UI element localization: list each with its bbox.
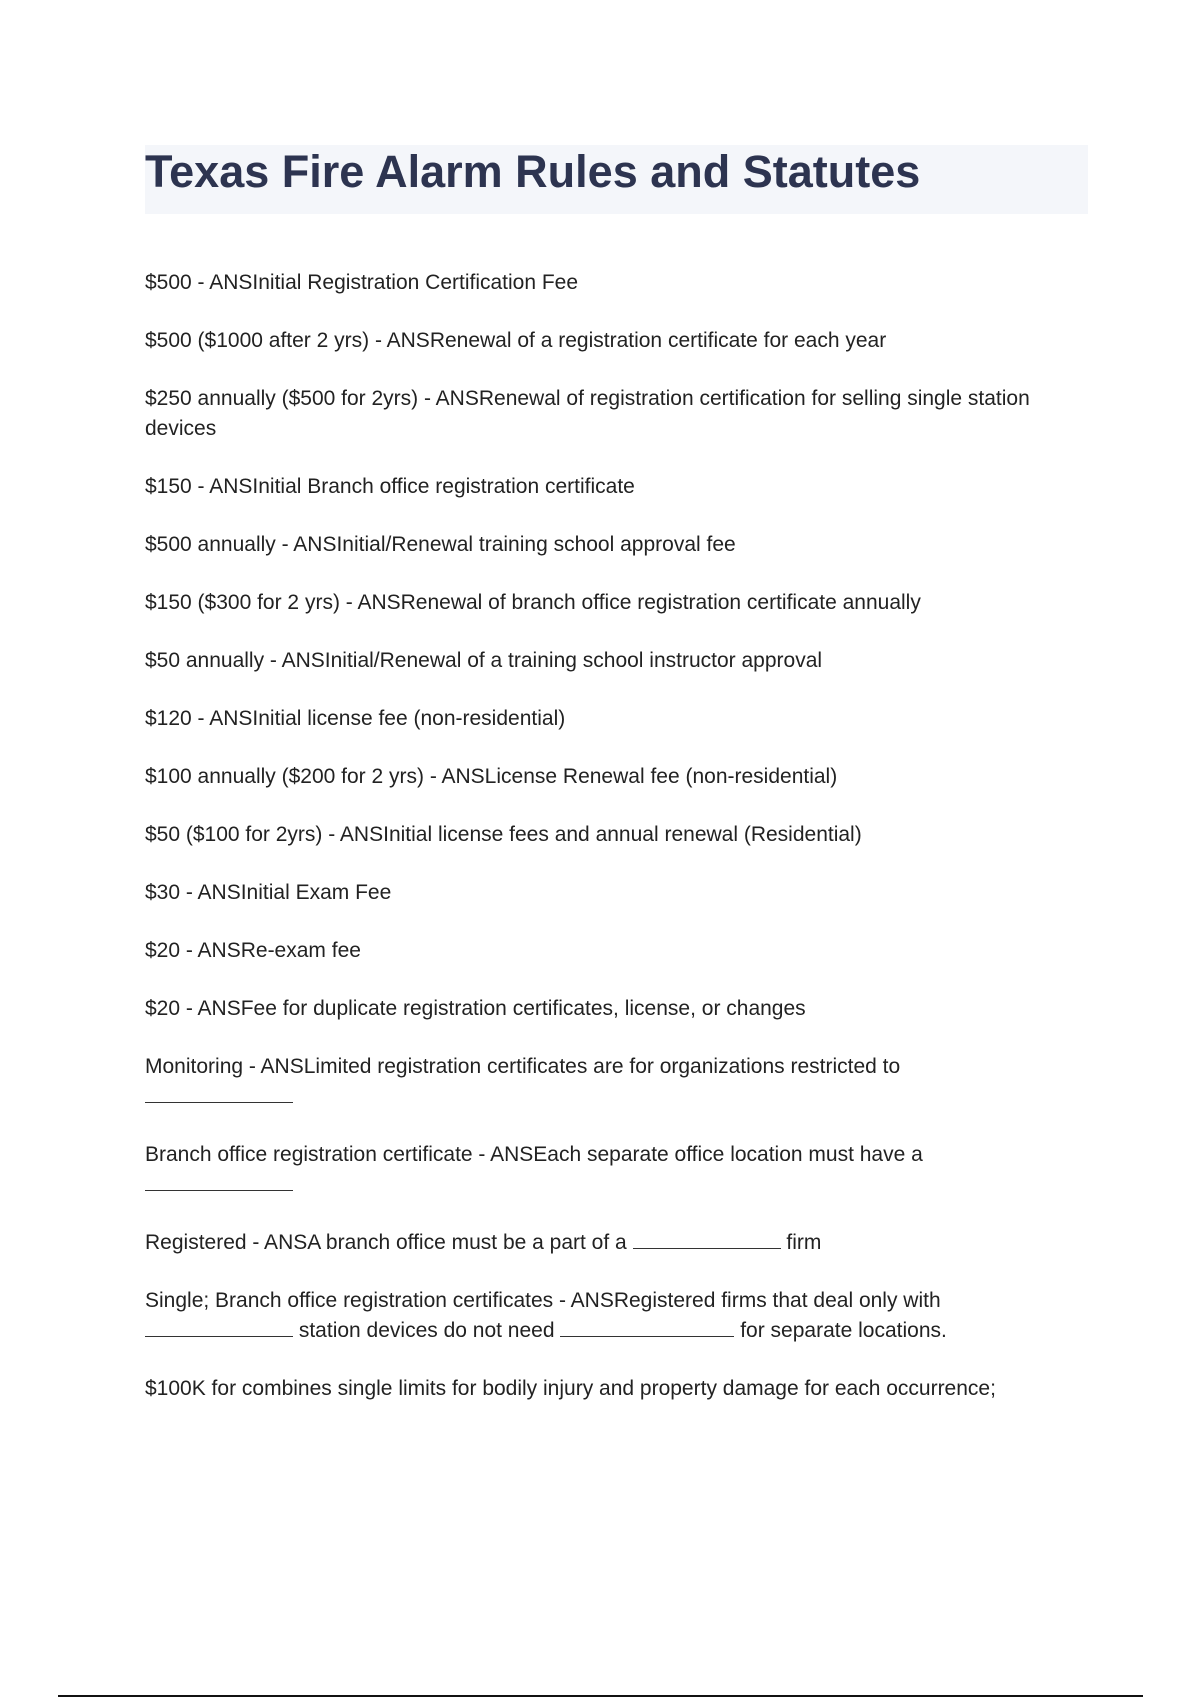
fill-in-blank [145,1172,293,1191]
flashcard-entry: $50 annually - ANSInitial/Renewal of a training school instructor approval [145,649,823,672]
entry-text: for separate locations. [740,1319,947,1342]
entry-text: firm [786,1231,822,1254]
flashcard-entry: $100 annually ($200 for 2 yrs) - ANSLicense Renewal fee (non-residential) [145,765,838,788]
flashcard-entry-single [145,1286,1088,1346]
flashcard-entry-monitoring [145,1052,1088,1112]
flashcard-entry: $20 - ANSRe-exam fee [145,939,361,962]
flashcard-entry: $150 - ANSInitial Branch office registration certificate [145,475,635,498]
flashcard-entry: $150 ($300 for 2 yrs) - ANSRenewal of branch office registration certificate annually [145,591,921,614]
entry-text: station devices do not need [298,1319,555,1342]
entry-text: Single; Branch office registration certificates - ANSRegistered firms that deal only with [145,1289,941,1312]
fill-in-blank [560,1318,734,1337]
flashcard-entry: $120 - ANSInitial license fee (non-residential) [145,707,566,730]
fill-in-blank [633,1230,781,1249]
entry-text: Registered - ANSA branch office must be a part of a [145,1231,627,1254]
flashcard-entry: $250 annually ($500 for 2yrs) - ANSRenewal of registration certification for selling single station devices [145,387,1030,440]
document-title: Texas Fire Alarm Rules and Statutes [145,146,921,197]
flashcard-entry-registered [145,1228,1088,1258]
flashcard-entry: $20 - ANSFee for duplicate registration certificates, license, or changes [145,997,806,1020]
entry-text: Monitoring - ANSLimited registration certificates are for organizations restricted to [145,1055,901,1078]
flashcard-entry-branch-office [145,1140,1088,1200]
entry-text: Branch office registration certificate - ANSEach separate office location must have a [145,1143,923,1166]
footer-divider [58,1695,1143,1697]
flashcard-entry: $500 annually - ANSInitial/Renewal training school approval fee [145,533,736,556]
flashcard-entry: $30 - ANSInitial Exam Fee [145,881,392,904]
flashcard-entry: $50 ($100 for 2yrs) - ANSInitial license fees and annual renewal (Residential) [145,823,862,846]
fill-in-blank [145,1084,293,1103]
flashcard-entry: $500 ($1000 after 2 yrs) - ANSRenewal of a registration certificate for each year [145,329,887,352]
fill-in-blank [145,1318,293,1337]
flashcard-list [145,268,1088,1432]
flashcard-entry: $500 - ANSInitial Registration Certification Fee [145,271,579,294]
flashcard-entry: $100K for combines single limits for bodily injury and property damage for each occurrence; [145,1377,996,1400]
